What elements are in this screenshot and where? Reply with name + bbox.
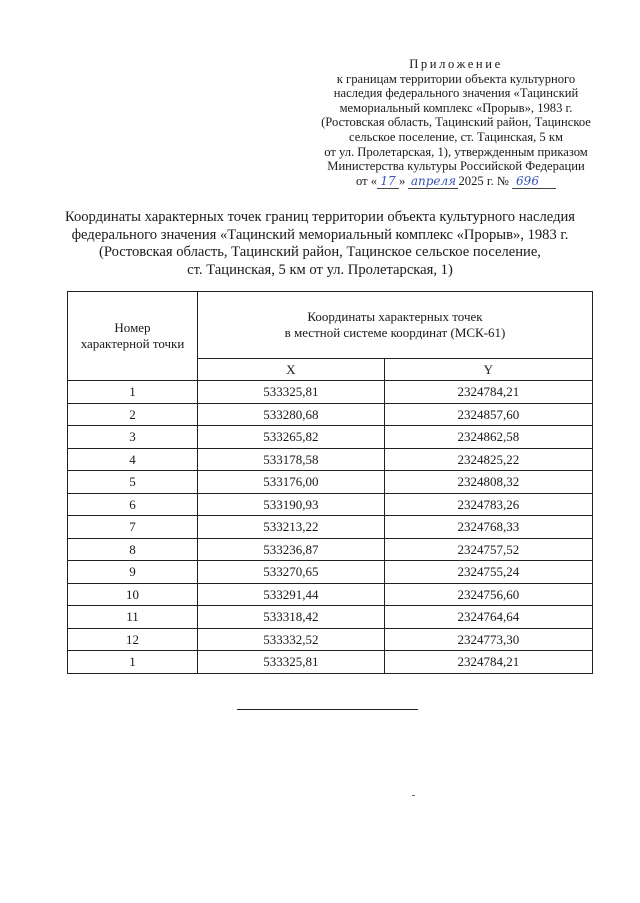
cell-y: 2324825,22	[384, 448, 592, 471]
annex-line: от ул. Пролетарская, 1), утвержденным приказом	[324, 144, 588, 159]
table-row	[68, 538, 593, 561]
cell-y: 2324773,30	[384, 628, 592, 651]
table-row	[68, 651, 593, 674]
annex-line: мемориальный комплекс «Прорыв», 1983 г.	[339, 100, 573, 115]
cell-y: 2324756,60	[384, 583, 592, 606]
table-row	[68, 448, 593, 471]
table-row	[68, 628, 593, 651]
coordinates-table	[67, 291, 593, 674]
table-row	[68, 606, 593, 629]
table-row	[68, 403, 593, 426]
cell-point-number: 4	[68, 448, 198, 471]
handwritten-day: 17	[377, 174, 399, 190]
cell-point-number: 5	[68, 471, 198, 494]
cell-point-number: 7	[68, 516, 198, 539]
table-row	[68, 493, 593, 516]
cell-point-number: 1	[68, 651, 198, 674]
cell-y: 2324755,24	[384, 561, 592, 584]
cell-point-number: 8	[68, 538, 198, 561]
table-row	[68, 516, 593, 539]
cell-x: 533270,65	[198, 561, 385, 584]
header-coordinates	[198, 292, 593, 359]
table-row	[68, 426, 593, 449]
cell-point-number: 2	[68, 403, 198, 426]
cell-x: 533332,52	[198, 628, 385, 651]
handwritten-order-number: 696	[512, 174, 556, 190]
cell-y: 2324783,26	[384, 493, 592, 516]
header-coords-line: Координаты характерных точек	[307, 309, 483, 324]
annex-line: к границам территории объекта культурного	[336, 71, 576, 86]
cell-y: 2324764,64	[384, 606, 592, 629]
annex-line: (Ростовская область, Тацинский район, Тацинское	[321, 115, 591, 130]
cell-x: 533178,58	[198, 448, 385, 471]
cell-x: 533213,22	[198, 516, 385, 539]
header-point-number	[68, 292, 198, 381]
table-row	[68, 381, 593, 404]
title-line: Координаты характерных точек границ территории объекта культурного наследия	[64, 209, 576, 225]
cell-x: 533265,82	[198, 426, 385, 449]
cell-point-number: 12	[68, 628, 198, 651]
title-line: ст. Тацинская, 5 км от ул. Пролетарская, 1)	[187, 261, 453, 278]
cell-point-number: 6	[68, 493, 198, 516]
header-number-line: характерной точки	[80, 336, 185, 351]
table-row	[68, 583, 593, 606]
table-row	[68, 471, 593, 494]
cell-y: 2324857,60	[384, 403, 592, 426]
document-title	[58, 209, 582, 279]
cell-x: 533325,81	[198, 381, 385, 404]
date-prefix: от «	[355, 173, 378, 188]
scan-speck	[412, 795, 415, 796]
annex-block	[300, 57, 612, 189]
cell-x: 533280,68	[198, 403, 385, 426]
annex-heading: Приложение	[409, 57, 503, 71]
header-coords-line: в местной системе координат (МСК-61)	[284, 325, 506, 340]
cell-x: 533176,00	[198, 471, 385, 494]
annex-line: Министерства культуры Российской Федерации	[327, 159, 585, 174]
cell-y: 2324757,52	[384, 538, 592, 561]
cell-x: 533318,42	[198, 606, 385, 629]
title-line: федерального значения «Тацинский мемориальный комплекс «Прорыв», 1983 г.	[71, 226, 569, 243]
cell-point-number: 3	[68, 426, 198, 449]
title-line: (Ростовская область, Тацинский район, Тацинское сельское поселение,	[99, 244, 541, 260]
annex-line: сельское поселение, ст. Тацинская, 5 км	[349, 129, 563, 144]
cell-x: 533291,44	[198, 583, 385, 606]
cell-point-number: 10	[68, 583, 198, 606]
date-year-text: 2025 г. №	[458, 173, 509, 188]
cell-y: 2324784,21	[384, 651, 592, 674]
cell-point-number: 9	[68, 561, 198, 584]
date-separator: »	[399, 173, 406, 188]
cell-y: 2324862,58	[384, 426, 592, 449]
cell-x: 533325,81	[198, 651, 385, 674]
annex-date-line	[300, 174, 612, 190]
header-x: X	[198, 359, 385, 381]
annex-line: наследия федерального значения «Тацинский	[333, 86, 579, 101]
handwritten-month: апреля	[408, 174, 458, 190]
cell-x: 533190,93	[198, 493, 385, 516]
cell-x: 533236,87	[198, 538, 385, 561]
table-row	[68, 561, 593, 584]
cell-y: 2324768,33	[384, 516, 592, 539]
cell-point-number: 11	[68, 606, 198, 629]
header-y: Y	[384, 359, 592, 381]
cell-point-number: 1	[68, 381, 198, 404]
cell-y: 2324784,21	[384, 381, 592, 404]
header-number-line: Номер	[114, 320, 151, 335]
end-divider	[237, 709, 418, 710]
cell-y: 2324808,32	[384, 471, 592, 494]
